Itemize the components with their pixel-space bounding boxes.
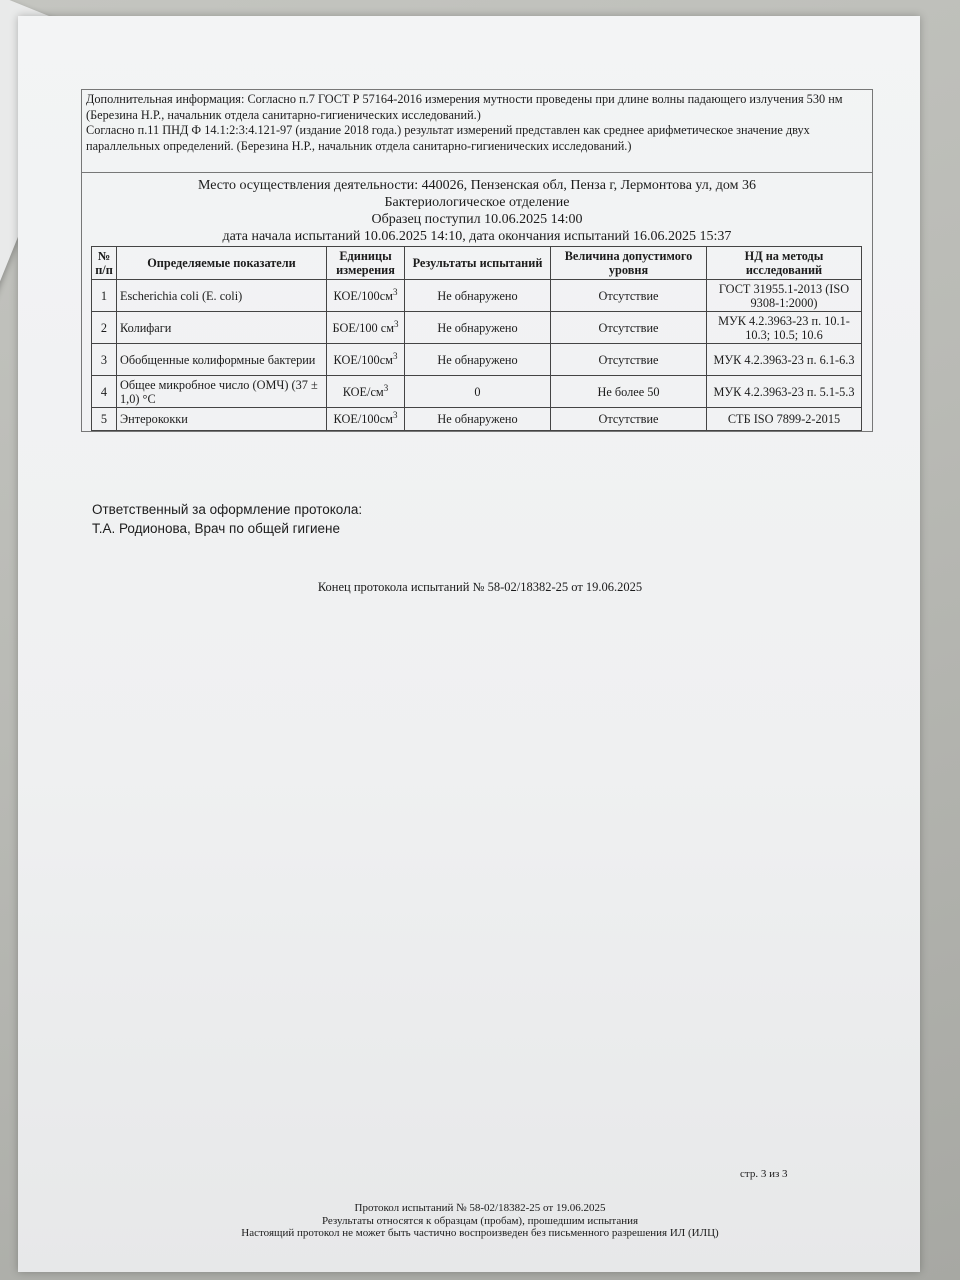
row-indicator: Колифаги xyxy=(117,312,327,344)
unit-superscript: 3 xyxy=(392,409,398,420)
table-row xyxy=(92,312,862,344)
row-indicator: Обобщенные колиформные бактерии xyxy=(117,344,327,376)
unit-text: КОЕ/100см xyxy=(333,352,393,367)
row-method: СТБ ISO 7899-2-2015 xyxy=(707,408,862,431)
row-num: 3 xyxy=(92,344,117,376)
row-allowed: Отсутствие xyxy=(551,312,707,344)
row-method: ГОСТ 31955.1-2013 (ISO 9308-1:2000) xyxy=(707,280,862,312)
site-location: Место осуществления деятельности: 440026, Пензенская обл, Пенза г, Лермонтова ул, дом 36 xyxy=(197,178,757,193)
results-table xyxy=(91,246,862,431)
header-unit: Единицы измерения xyxy=(327,247,405,280)
row-unit xyxy=(327,280,405,312)
protocol-frame xyxy=(81,89,873,432)
test-dates: дата начала испытаний 10.06.2025 14:10, дата окончания испытаний 16.06.2025 15:37 xyxy=(222,229,732,244)
row-method: МУК 4.2.3963-23 п. 10.1-10.3; 10.5; 10.6 xyxy=(707,312,862,344)
sample-received: Образец поступил 10.06.2025 14:00 xyxy=(371,212,583,227)
unit-superscript: 3 xyxy=(392,286,398,297)
table-row xyxy=(92,344,862,376)
footer-line-3: Настоящий протокол не может быть частично воспроизведен без письменного разрешения ИЛ (ИЛЦ) xyxy=(241,1227,719,1239)
unit-text: КОЕ/100см xyxy=(333,288,393,303)
unit-text: КОЕ/100см xyxy=(333,412,393,426)
row-allowed: Отсутствие xyxy=(551,344,707,376)
header-indicator: Определяемые показатели xyxy=(117,247,327,280)
unit-text: КОЕ/см xyxy=(342,384,384,399)
row-unit xyxy=(327,344,405,376)
table-header-row xyxy=(92,247,862,280)
row-allowed: Отсутствие xyxy=(551,408,707,431)
additional-info xyxy=(82,90,872,173)
row-unit xyxy=(327,312,405,344)
responsible-block xyxy=(92,500,362,538)
row-unit xyxy=(327,408,405,431)
unit-superscript: 3 xyxy=(383,382,389,393)
responsible-person: Т.А. Родионова, Врач по общей гигиене xyxy=(92,521,341,536)
row-result: Не обнаружено xyxy=(405,280,551,312)
row-method: МУК 4.2.3963-23 п. 5.1-5.3 xyxy=(707,376,862,408)
row-allowed: Отсутствие xyxy=(551,280,707,312)
additional-info-line-1: Дополнительная информация: Согласно п.7 ГОСТ Р 57164-2016 измерения мутности проведены при длине волны падающего излучения 530 нм (Березина Н.Р., начальник отдела санитарно-гигиенических исследований.) xyxy=(86,92,843,122)
row-num: 1 xyxy=(92,280,117,312)
unit-superscript: 3 xyxy=(392,350,398,361)
row-result: 0 xyxy=(405,376,551,408)
row-num: 5 xyxy=(92,408,117,431)
header-allowed: Величина допустимого уровня xyxy=(551,247,707,280)
row-indicator: Общее микробное число (ОМЧ) (37 ± 1,0) °С xyxy=(117,376,327,408)
unit-superscript: 3 xyxy=(394,318,399,329)
additional-info-line-2: Согласно п.11 ПНД Ф 14.1:2:3:4.121-97 (издание 2018 года.) результат измерений представлен как среднее арифметическое значение двух параллельных определений. (Березина Н.Р., начальник отдела санитарно-гигиенических исследований.) xyxy=(86,123,810,153)
page-footer xyxy=(0,1202,960,1240)
header-result: Результаты испытаний xyxy=(405,247,551,280)
row-result: Не обнаружено xyxy=(405,312,551,344)
row-result: Не обнаружено xyxy=(405,344,551,376)
row-unit xyxy=(327,376,405,408)
responsible-label: Ответственный за оформление протокола: xyxy=(92,502,363,517)
protocol-end: Конец протокола испытаний № 58-02/18382-25 от 19.06.2025 xyxy=(317,580,643,594)
header-num: № п/п xyxy=(92,247,117,280)
footer-line-2: Результаты относятся к образцам (пробам), прошедшим испытания xyxy=(321,1214,639,1227)
row-indicator: Энтерококки xyxy=(117,408,327,431)
site-block xyxy=(82,173,872,246)
footer-line-1: Протокол испытаний № 58-02/18382-25 от 19.06.2025 xyxy=(354,1202,606,1214)
row-allowed: Не более 50 xyxy=(551,376,707,408)
row-num: 4 xyxy=(92,376,117,408)
row-indicator: Escherichia coli (E. coli) xyxy=(117,280,327,312)
table-row xyxy=(92,280,862,312)
site-department: Бактериологическое отделение xyxy=(384,195,570,210)
header-method: НД на методы исследований xyxy=(707,247,862,280)
table-row xyxy=(92,376,862,408)
row-num: 2 xyxy=(92,312,117,344)
unit-text: БОЕ/100 см xyxy=(332,320,395,335)
table-row xyxy=(92,408,862,431)
page-number: стр. 3 из 3 xyxy=(740,1168,788,1180)
row-method: МУК 4.2.3963-23 п. 6.1-6.3 xyxy=(707,344,862,376)
row-result: Не обнаружено xyxy=(405,408,551,431)
